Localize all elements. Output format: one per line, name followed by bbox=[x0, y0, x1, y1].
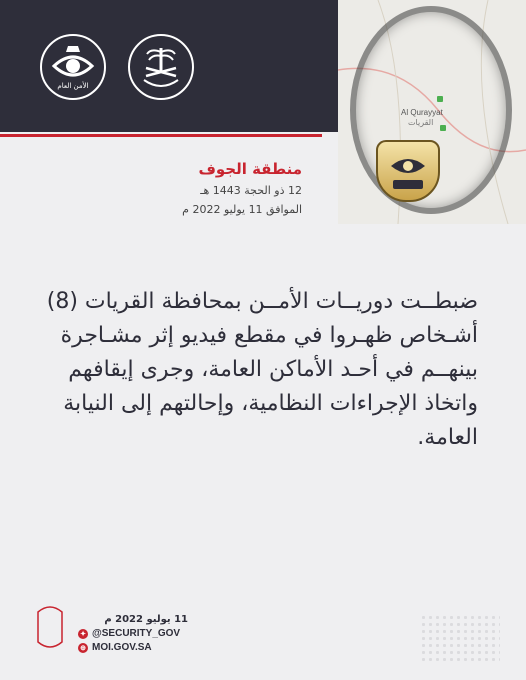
twitter-icon: ✦ bbox=[78, 629, 88, 639]
region-title: منطقة الجوف bbox=[198, 160, 302, 178]
footer-info bbox=[78, 614, 188, 656]
ministry-interior-logo bbox=[128, 34, 194, 100]
gregorian-date: الموافق 11 يوليو 2022 م bbox=[182, 203, 302, 216]
map-pin-icon bbox=[440, 125, 446, 131]
palm-swords-icon bbox=[134, 40, 188, 94]
globe-icon: ⊕ bbox=[78, 643, 88, 653]
hijri-date: 12 ذو الحجة 1443 هـ bbox=[200, 184, 302, 197]
city-label-en: Al Qurayyat bbox=[401, 108, 443, 117]
logos bbox=[40, 34, 194, 100]
footer-date: 11 يوليو 2022 م bbox=[104, 614, 188, 625]
accent-line bbox=[0, 134, 322, 137]
eye-outline-icon bbox=[36, 602, 64, 652]
police-badge bbox=[376, 140, 440, 202]
map-pin-icon bbox=[437, 96, 443, 102]
police-badge-icon bbox=[385, 148, 431, 194]
twitter-link[interactable] bbox=[78, 628, 188, 639]
website-link[interactable] bbox=[78, 642, 188, 653]
eye-emblem-icon bbox=[46, 40, 100, 94]
svg-text:الأمن العام: الأمن العام bbox=[57, 82, 89, 90]
city-label-ar: القريات bbox=[408, 118, 434, 127]
news-body: ضبطــت دوريــات الأمــن بمحافظة القريات (8) أشـخاص ظهـروا في مقطع فيديو إثر مشـاجرة بينهــم في أحـد الأماكن العامة، وجرى إيقافهم واتخاذ الإجراءات النظامية، وإحالتهم إلى النيابة العامة. bbox=[46, 289, 478, 450]
public-security-logo bbox=[40, 34, 106, 100]
dot-pattern bbox=[420, 614, 500, 662]
map-magnifier-photo bbox=[338, 0, 526, 224]
region-info bbox=[182, 160, 302, 222]
twitter-handle: @SECURITY_GOV bbox=[92, 628, 181, 639]
website-url: MOI.GOV.SA bbox=[92, 642, 152, 653]
